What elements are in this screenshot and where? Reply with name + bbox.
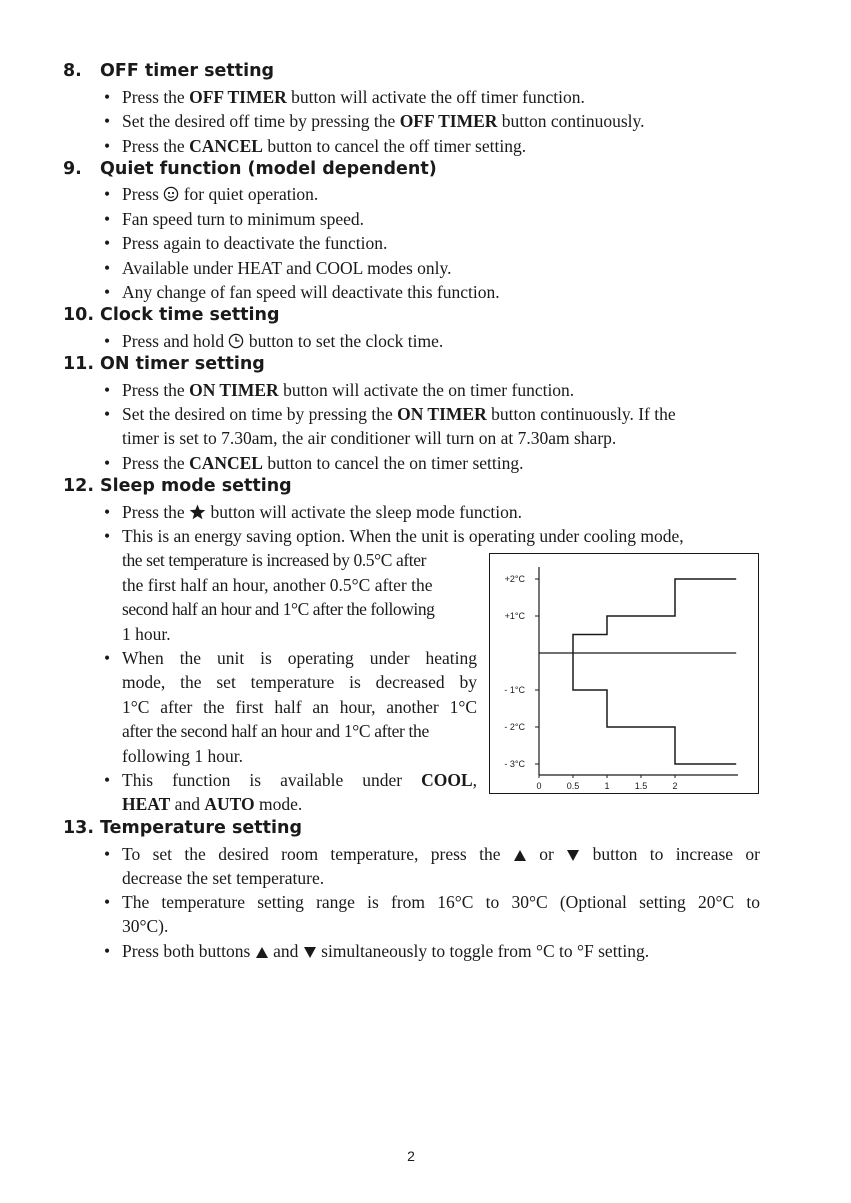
list-item-continuation: 1 hour. <box>122 624 171 644</box>
list-item-continuation: HEAT and AUTO mode. <box>122 794 303 814</box>
x-tick-label: 0.5 <box>566 781 580 791</box>
sleep-mode-chart-svg <box>489 553 759 794</box>
section-number: 13. <box>63 818 95 838</box>
section-10-heading <box>63 303 280 327</box>
up-triangle-icon <box>255 941 269 965</box>
section-title: ON timer setting <box>100 354 265 374</box>
bullet: • <box>104 404 111 424</box>
list-item: Press the CANCEL button to cancel the off timer setting. <box>122 136 527 156</box>
list-item: To set the desired room temperature, press the or button to increase or <box>122 842 760 868</box>
list-item: Available under HEAT and COOL modes only. <box>122 258 452 278</box>
list-item: Any change of fan speed will deactivate this function. <box>122 282 500 302</box>
bullet: • <box>104 844 111 864</box>
down-triangle-icon <box>566 844 580 868</box>
list-item: This is an energy saving option. When the unit is operating under cooling mode, <box>122 526 684 546</box>
list-item-continuation: 30°C). <box>122 916 169 936</box>
section-11-heading <box>63 352 265 376</box>
bullet: • <box>104 282 111 302</box>
list-item-continuation: second half an hour and 1°C after the following <box>122 599 435 619</box>
bullet: • <box>104 233 111 253</box>
list-item: Press the CANCEL button to cancel the on timer setting. <box>122 453 524 473</box>
bullet: • <box>104 258 111 278</box>
bullet: • <box>104 111 111 131</box>
bullet: • <box>104 892 111 912</box>
section-number: 12. <box>63 476 95 496</box>
star-icon <box>189 502 206 526</box>
x-tick-label: 1.5 <box>634 781 648 791</box>
section-number: 8. <box>63 61 82 81</box>
bullet: • <box>104 380 111 400</box>
list-item-continuation: following 1 hour. <box>122 746 244 766</box>
section-title: Temperature setting <box>100 818 302 838</box>
bullet: • <box>104 184 111 204</box>
list-item-continuation: 1°C after the first half an hour, another 1°C <box>122 697 477 717</box>
section-title: Clock time setting <box>100 305 280 325</box>
list-item: When the unit is operating under heating <box>122 648 477 668</box>
list-item-continuation: the set temperature is increased by 0.5°C after <box>122 550 427 570</box>
bullet: • <box>104 526 111 546</box>
bullet: • <box>104 941 111 961</box>
list-item: This function is available under COOL, <box>122 770 477 790</box>
y-tick-label: +1°C <box>504 611 525 621</box>
list-item: Press both buttons and simultaneously to toggle from °C to °F setting. <box>122 939 649 965</box>
up-triangle-icon <box>513 844 527 868</box>
list-item: The temperature setting range is from 16°C to 30°C (Optional setting 20°C to <box>122 892 760 912</box>
y-tick-label: - 2°C <box>504 722 525 732</box>
section-number: 9. <box>63 159 82 179</box>
list-item-continuation: timer is set to 7.30am, the air conditioner will turn on at 7.30am sharp. <box>122 428 617 448</box>
bullet: • <box>104 770 111 790</box>
section-12-heading <box>63 474 292 498</box>
list-item: Press for quiet operation. <box>122 182 318 208</box>
section-title: Sleep mode setting <box>100 476 292 496</box>
section-8-heading <box>63 59 274 83</box>
series-line-cooling <box>573 579 736 653</box>
quiet-mode-icon <box>163 184 179 208</box>
bullet: • <box>104 502 111 522</box>
list-item-continuation: decrease the set temperature. <box>122 868 325 888</box>
y-tick-label: - 3°C <box>504 759 525 769</box>
down-triangle-icon <box>303 941 317 965</box>
section-13-heading <box>63 816 302 840</box>
bullet: • <box>104 648 111 668</box>
list-item-continuation: mode, the set temperature is decreased by <box>122 672 477 692</box>
list-item: Press again to deactivate the function. <box>122 233 388 253</box>
section-number: 11. <box>63 354 95 374</box>
bullet: • <box>104 136 111 156</box>
list-item-continuation: the first half an hour, another 0.5°C after the <box>122 575 433 595</box>
list-item: Fan speed turn to minimum speed. <box>122 209 365 229</box>
section-title: OFF timer setting <box>100 61 275 81</box>
y-tick-label: - 1°C <box>504 685 525 695</box>
chart-frame <box>490 554 759 794</box>
section-number: 10. <box>63 305 95 325</box>
x-tick-label: 0 <box>536 781 542 791</box>
x-tick-label: 2 <box>672 781 678 791</box>
list-item: Press the OFF TIMER button will activate the off timer function. <box>122 87 585 107</box>
list-item: Press the button will activate the sleep mode function. <box>122 500 522 526</box>
list-item: Set the desired on time by pressing the ON TIMER button continuously. If the <box>122 404 676 424</box>
x-tick-label: 1 <box>604 781 610 791</box>
list-item-continuation: after the second half an hour and 1°C after the <box>122 721 429 741</box>
bullet: • <box>104 87 111 107</box>
section-9-heading <box>63 157 437 181</box>
list-item: Press and hold button to set the clock time. <box>122 329 443 355</box>
y-tick-label: +2°C <box>504 574 525 584</box>
series-line-heating <box>573 653 736 764</box>
list-item: Press the ON TIMER button will activate the on timer function. <box>122 380 575 400</box>
list-item: Set the desired off time by pressing the OFF TIMER button continuously. <box>122 111 645 131</box>
bullet: • <box>104 453 111 473</box>
section-title: Quiet function (model dependent) <box>100 159 437 179</box>
bullet: • <box>104 209 111 229</box>
bullet: • <box>104 331 111 351</box>
sleep-mode-chart <box>489 553 759 794</box>
page-number: 2 <box>407 1148 415 1164</box>
